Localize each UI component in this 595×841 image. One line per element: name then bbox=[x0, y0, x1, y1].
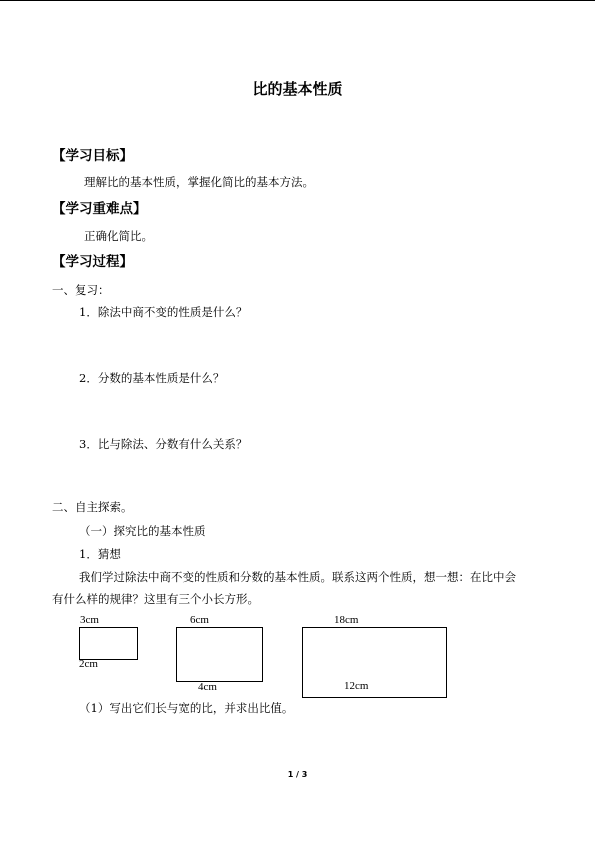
rect3-length-label: 18cm bbox=[334, 614, 359, 626]
rectangle-2 bbox=[176, 627, 263, 682]
rect1-length-label: 3cm bbox=[80, 614, 99, 626]
heading-process: 【学习过程】 bbox=[52, 254, 133, 270]
top-rule bbox=[0, 0, 595, 1]
review-question-2: 2．分数的基本性质是什么？ bbox=[79, 371, 225, 385]
page-number: 1 / 3 bbox=[287, 770, 308, 779]
goals-text: 理解比的基本性质，掌握化简比的基本方法。 bbox=[84, 175, 314, 189]
rect2-length-label: 6cm bbox=[190, 614, 209, 626]
heading-goals: 【学习目标】 bbox=[52, 148, 133, 164]
rect2-width-label: 4cm bbox=[198, 681, 217, 693]
heading-key-points: 【学习重难点】 bbox=[52, 201, 147, 217]
task-1: （1）写出它们长与宽的比，并求出比值。 bbox=[79, 701, 294, 715]
explore-title: 二、自主探索。 bbox=[52, 500, 133, 514]
rectangle-1 bbox=[79, 627, 138, 660]
explore-paragraph-line-1: 我们学过除法中商不变的性质和分数的基本性质。联系这两个性质，想一想：在比中会 bbox=[79, 570, 516, 584]
explore-paragraph-line-2: 有什么样的规律？这里有三个小长方形。 bbox=[52, 592, 259, 606]
page-title: 比的基本性质 bbox=[252, 80, 343, 98]
rectangle-3 bbox=[302, 627, 447, 698]
review-question-1: 1．除法中商不变的性质是什么？ bbox=[79, 305, 248, 319]
explore-step-1: 1．猜想 bbox=[79, 547, 121, 561]
rect1-width-label: 2cm bbox=[79, 658, 98, 670]
rect3-width-label: 12cm bbox=[344, 680, 369, 692]
review-question-3: 3．比与除法、分数有什么关系？ bbox=[79, 437, 248, 451]
review-title: 一、复习： bbox=[52, 283, 110, 297]
explore-subsection: （一）探究比的基本性质 bbox=[79, 524, 206, 538]
key-points-text: 正确化简比。 bbox=[84, 229, 153, 243]
